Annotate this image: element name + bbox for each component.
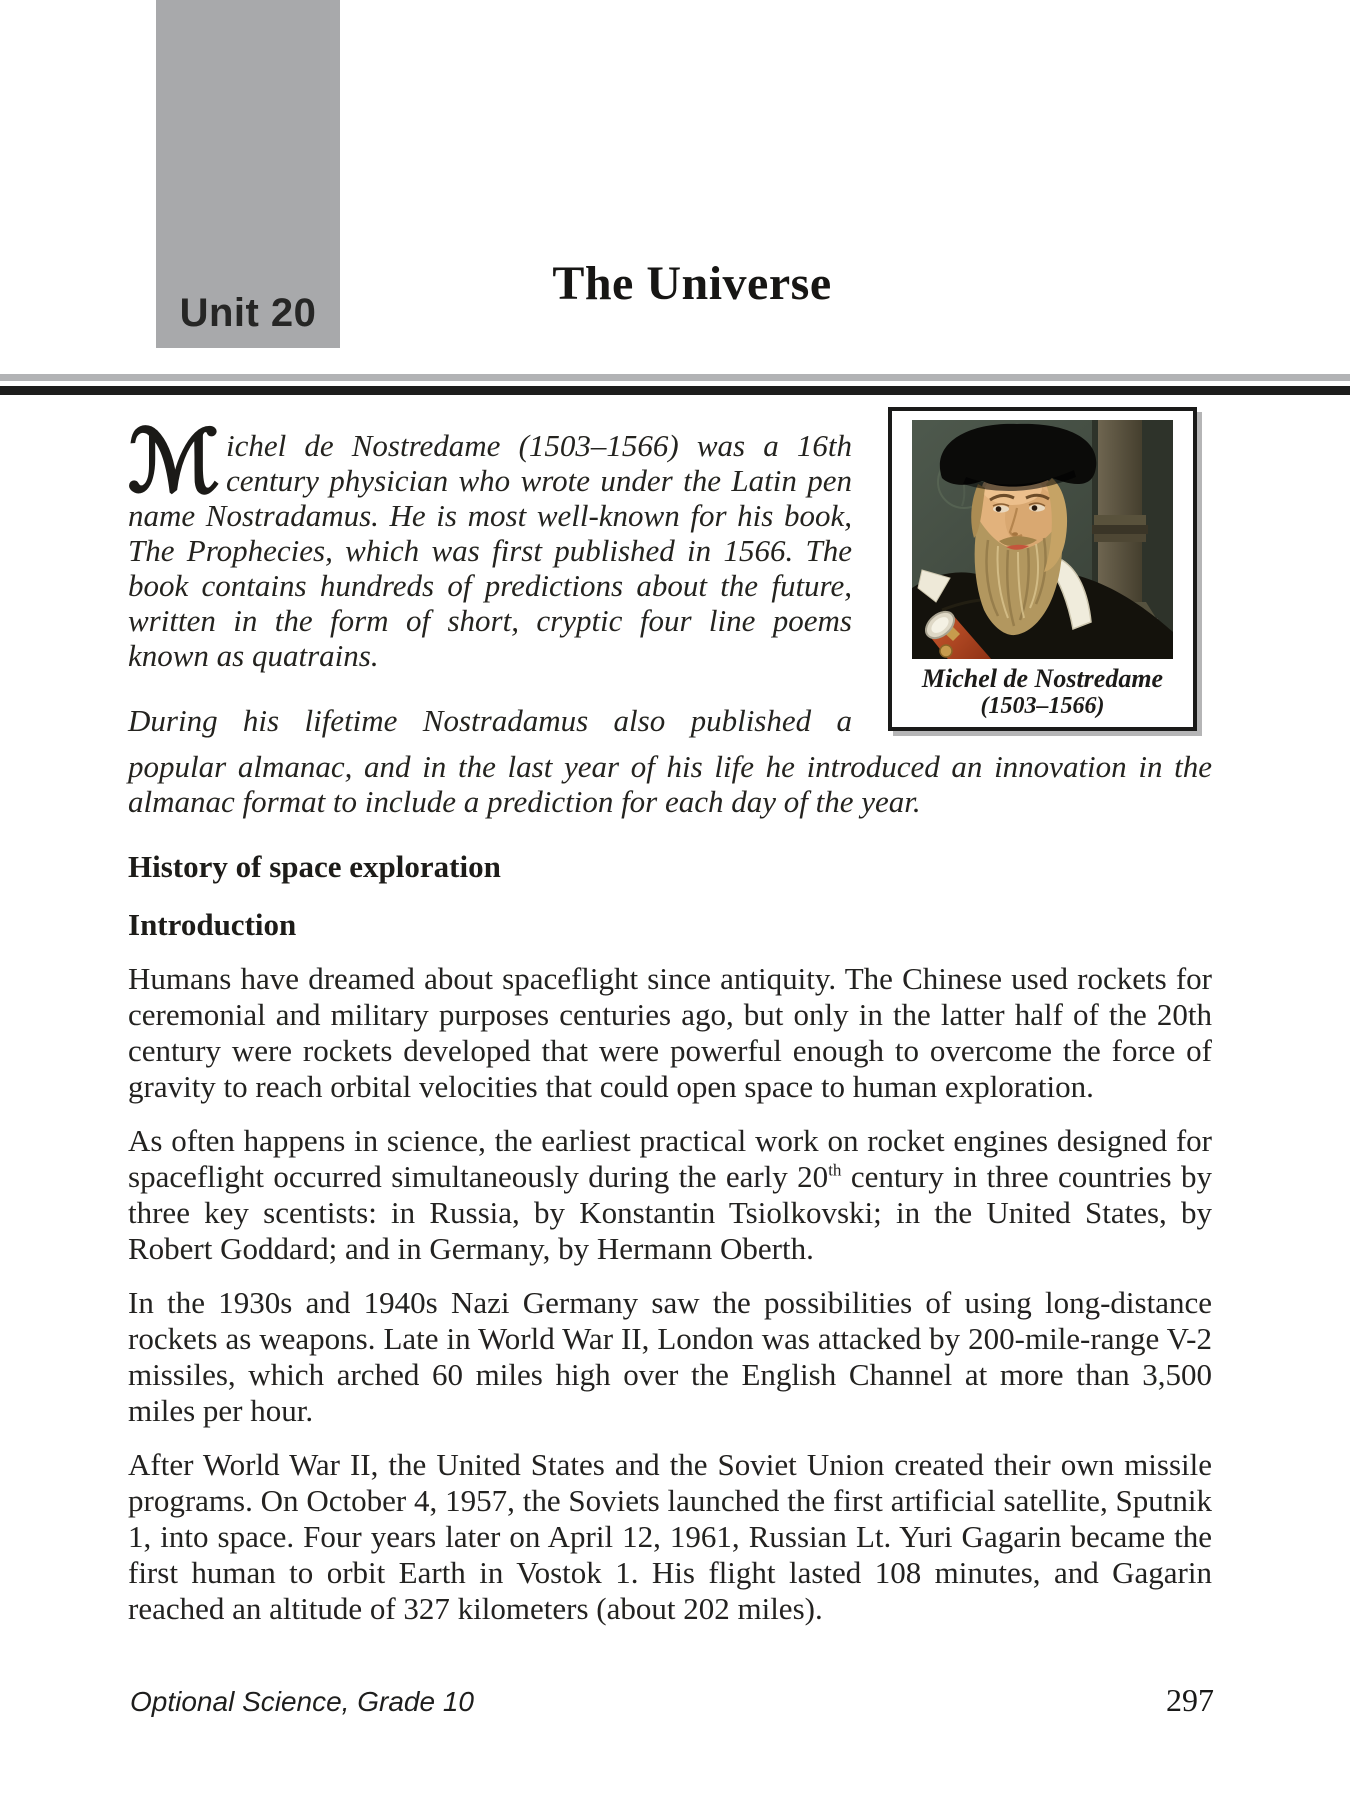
portrait-figure [888, 407, 1197, 731]
paragraph-rocket-pioneers-part1: As often happens in science, the earliest practical work on rocket engines designed for spaceflight occurred simultaneously during the early 20 [128, 1123, 1212, 1194]
paragraph-after-wwii: After World War II, the United States and the Soviet Union created their own missile programs. On October 4, 1957, the Soviets launched the first artificial satellite, Sputnik 1, into space. Four years later on April 12, 1961, Russian Lt. Yuri Gagarin became the first human to orbit Earth in Vostok 1. His flight lasted 108 minutes, and Gagarin reached an altitude of 327 kilometers (about 202 miles). [128, 1447, 1212, 1626]
footer-page-number: 297 [1166, 1682, 1214, 1718]
superscript-th: th [828, 1160, 842, 1180]
portrait-caption [892, 664, 1193, 720]
paragraph-humans-dreamed: Humans have dreamed about spaceflight since antiquity. The Chinese used rockets for ceremonial and military purposes centuries ago, but only in the latter half of the 20th century were rockets developed that were powerful enough to overcome the force of gravity to reach orbital velocities that could open space to human exploration. [128, 961, 1212, 1104]
page-title: The Universe [552, 257, 832, 310]
heading-introduction: Introduction [128, 907, 297, 942]
intro-paragraph-1-text: ichel de Nostredame (1503–1566) was a 16th century physician who wrote under the Latin pen name Nostradamus. He is most well-known for his book, The Prophecies, which was first published in 1566. The book contains hundreds of predictions about the future, written in the form of short, cryptic four line poems known as quatrains. [128, 428, 852, 673]
page-content [128, 398, 1212, 1627]
nostradamus-intro-section [128, 411, 1212, 819]
portrait-caption-name: Michel de Nostredame [921, 664, 1164, 693]
intro-paragraph-2-rest: popular almanac, and in the last year of his life he introduced an innovation in the almanac format to include a prediction for each day of the year. [128, 749, 1212, 819]
paragraph-rocket-pioneers [128, 1123, 1212, 1267]
paragraph-nazi-germany: In the 1930s and 1940s Nazi Germany saw the possibilities of using long-distance rockets as weapons. Late in World War II, London was attacked by 200-mile-range V-2 missiles, which arched 60 miles high over the English Channel at more than 3,500 miles per hour. [128, 1285, 1212, 1428]
page-footer [130, 1682, 1214, 1719]
portrait-caption-dates: (1503–1566) [980, 693, 1105, 719]
divider-rule-gray [0, 374, 1350, 381]
nostradamus-portrait-image [912, 420, 1173, 659]
drop-cap: ℳ [128, 411, 220, 512]
unit-label: Unit 20 [179, 291, 317, 335]
paragraph-rocket-pioneers-part2: century in three countries by three key scentists: in Russia, by Konstantin Tsiolkovski; in the United States, by Robert Goddard; and in Germany, by Hermann Oberth. [128, 1159, 1212, 1266]
heading-history-of-space-exploration: History of space exploration [128, 849, 501, 884]
intro-paragraph-2-line1: During his lifetime Nostradamus also published a [128, 703, 852, 738]
divider-rule-black [0, 386, 1350, 395]
footer-book-title: Optional Science, Grade 10 [130, 1686, 474, 1717]
